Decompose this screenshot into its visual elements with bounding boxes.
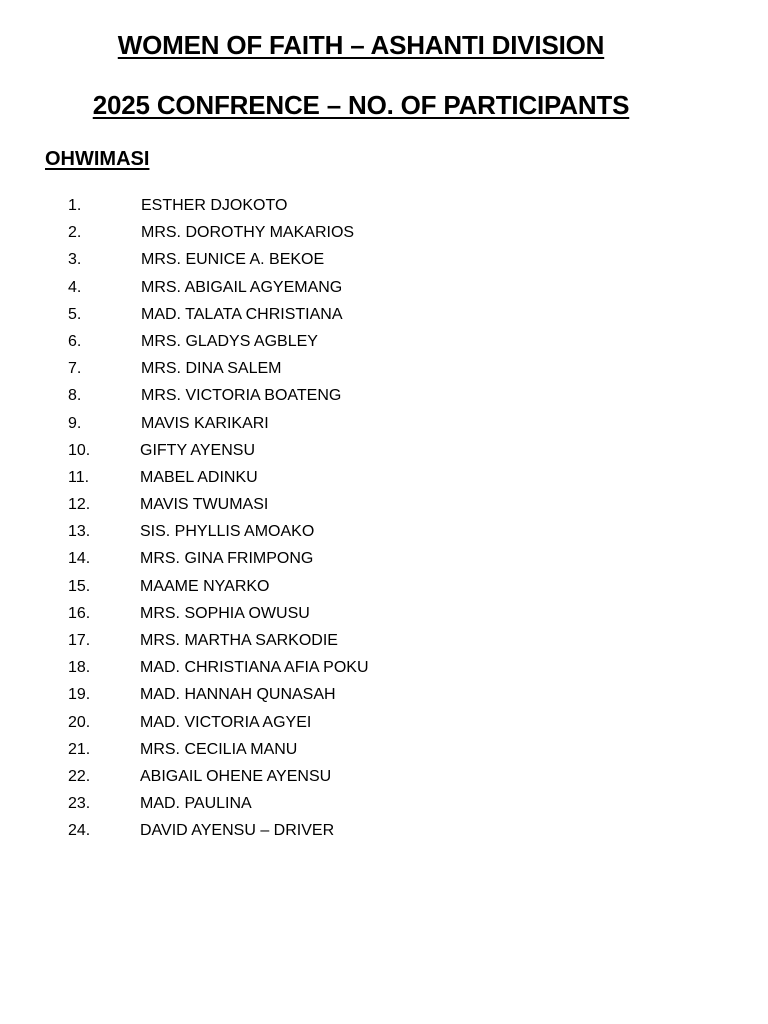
document-title: WOMEN OF FAITH – ASHANTI DIVISION	[117, 30, 605, 60]
item-number: 21.	[68, 740, 91, 758]
participant-name: ABIGAIL OHENE AYENSU	[140, 767, 332, 785]
list-item	[68, 739, 369, 766]
item-number: 1.	[68, 197, 82, 214]
participant-name: GIFTY AYENSU	[140, 441, 255, 459]
list-item	[68, 385, 369, 412]
item-number: 17.	[68, 632, 91, 649]
participant-name: MAVIS TWUMASI	[140, 496, 269, 514]
participant-list	[68, 195, 369, 848]
list-item	[68, 603, 369, 630]
list-item	[68, 521, 369, 548]
list-item	[68, 766, 369, 793]
participant-name: MRS. GLADYS AGBLEY	[141, 332, 318, 350]
participant-name: SIS. PHYLLIS AMOAKO	[140, 523, 315, 541]
list-item	[68, 358, 369, 385]
list-item	[68, 277, 369, 304]
item-number: 12.	[68, 496, 91, 514]
participant-name: MAD. PAULINA	[140, 795, 252, 813]
list-item	[68, 467, 369, 494]
participant-name: MRS. GINA FRIMPONG	[140, 550, 314, 568]
item-number: 10.	[68, 441, 91, 459]
item-number: 8.	[68, 387, 82, 405]
participant-name: MAD. CHRISTIANA AFIA POKU	[140, 659, 369, 677]
item-number: 23.	[68, 795, 91, 813]
list-item	[68, 331, 369, 358]
section-heading: OHWIMASI	[45, 148, 150, 170]
list-item	[68, 548, 369, 575]
list-item	[68, 820, 369, 847]
participant-name: MAD. VICTORIA AGYEI	[140, 713, 312, 731]
participant-name: MRS. MARTHA SARKODIE	[140, 632, 338, 649]
item-number: 16.	[68, 604, 91, 622]
item-number: 14.	[68, 550, 91, 568]
list-item	[68, 222, 369, 249]
list-item	[68, 249, 369, 276]
participant-name: MRS. ABIGAIL AGYEMANG	[141, 278, 343, 296]
list-item	[68, 304, 369, 331]
document-subtitle: 2025 CONFRENCE – NO. OF PARTICIPANTS	[92, 90, 630, 120]
participant-name: MRS. VICTORIA BOATENG	[141, 387, 342, 405]
item-number: 19.	[68, 686, 91, 704]
item-number: 20.	[68, 713, 91, 731]
participant-name: MRS. DOROTHY MAKARIOS	[141, 224, 355, 242]
participant-name: MAVIS KARIKARI	[141, 414, 269, 432]
list-item	[68, 657, 369, 684]
list-item	[68, 712, 369, 739]
item-number: 18.	[68, 659, 91, 677]
item-number: 11.	[68, 468, 90, 486]
item-number: 9.	[68, 414, 82, 432]
participant-name: MRS. CECILIA MANU	[140, 740, 298, 758]
item-number: 5.	[68, 305, 82, 323]
item-number: 22.	[68, 767, 91, 785]
participant-name: MAD. TALATA CHRISTIANA	[141, 305, 343, 323]
participant-name: MRS. DINA SALEM	[141, 360, 282, 378]
list-item	[68, 576, 369, 603]
list-item	[68, 195, 369, 222]
list-item	[68, 413, 369, 440]
participant-name: MAD. HANNAH QUNASAH	[140, 686, 336, 704]
item-number: 4.	[68, 278, 82, 296]
list-item	[68, 440, 369, 467]
list-item	[68, 630, 369, 657]
participant-name: MABEL ADINKU	[140, 468, 258, 486]
participant-name: MRS. SOPHIA OWUSU	[140, 604, 310, 622]
participant-name: DAVID AYENSU – DRIVER	[140, 822, 335, 840]
item-number: 2.	[68, 224, 82, 242]
item-number: 13.	[68, 523, 91, 541]
participant-name: ESTHER DJOKOTO	[141, 197, 288, 214]
item-number: 7.	[68, 360, 82, 378]
item-number: 15.	[68, 577, 91, 595]
list-item	[68, 793, 369, 820]
list-item	[68, 684, 369, 711]
item-number: 3.	[68, 251, 82, 269]
participant-name: MAAME NYARKO	[140, 577, 270, 595]
participant-name: MRS. EUNICE A. BEKOE	[141, 251, 325, 269]
list-item	[68, 494, 369, 521]
item-number: 24.	[68, 822, 91, 840]
item-number: 6.	[68, 332, 82, 350]
